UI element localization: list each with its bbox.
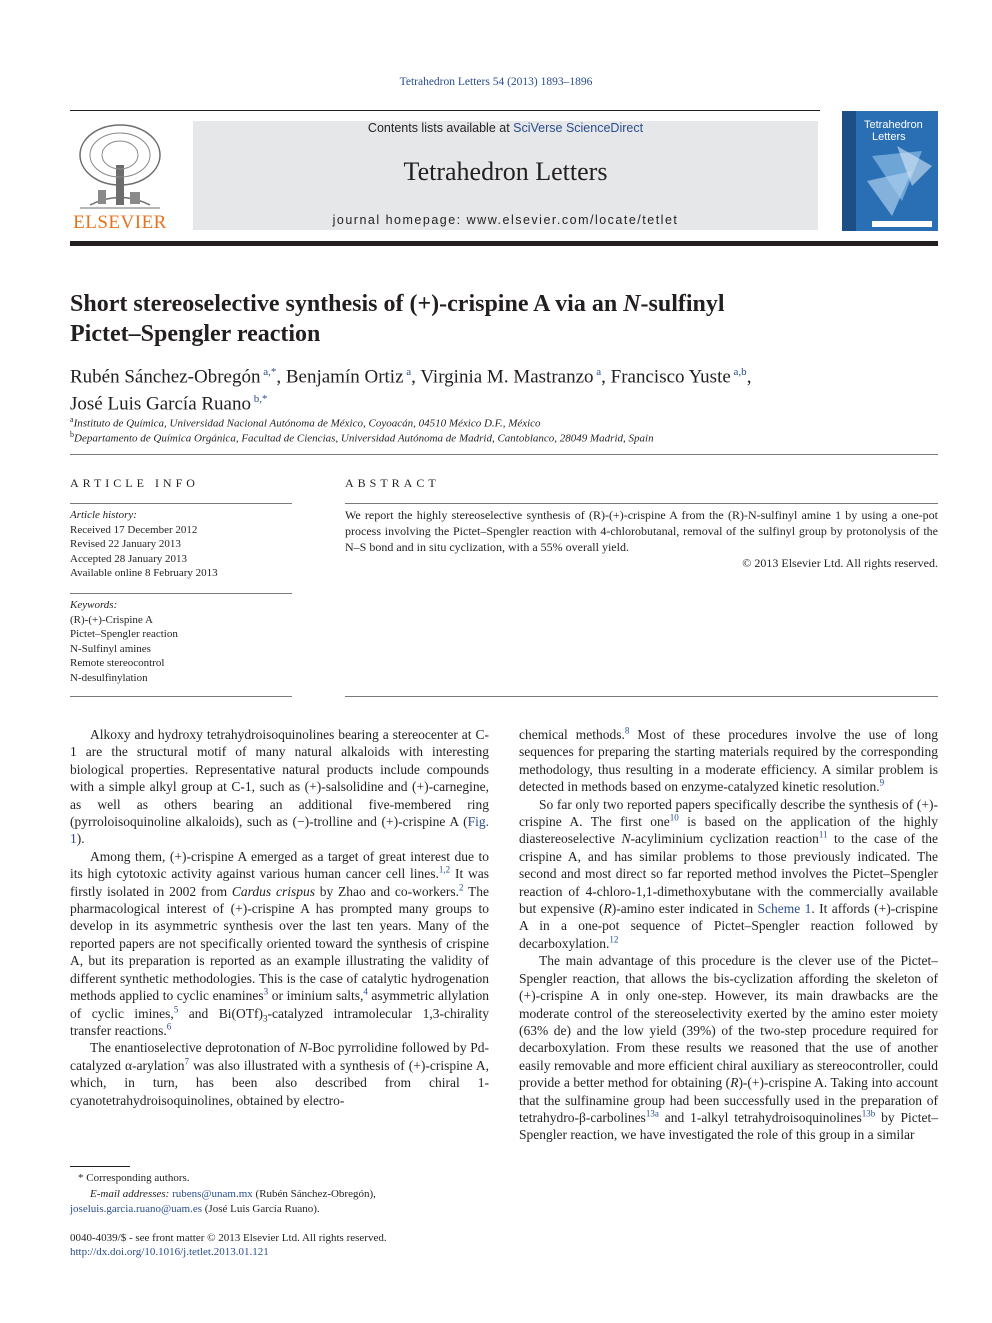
title-italic-n: N: [623, 291, 641, 317]
cover-title-line2: Letters: [872, 131, 906, 143]
body-column-left: [70, 726, 489, 1109]
issn-line: 0040-4039/$ - see front matter © 2013 Elsevier Ltd. All rights reserved.: [70, 1232, 387, 1244]
header-divider: [70, 110, 820, 111]
history-accepted: Accepted 28 January 2013: [70, 552, 187, 565]
author-name: Rubén Sánchez-Obregón: [70, 366, 261, 388]
affiliation-a-text: Instituto de Química, Universidad Nacional Autónoma de México, Coyoacán, 04510 México D.F., México: [73, 417, 541, 430]
author-list: Rubén Sánchez-Obregón $^{a,*}$, Benjamín Ortiz $^a$, Virginia M. Mastranzo $^a$, Francisco Yuste $^{a,b}$, José Luis García Ruano $^{b,*}$: [70, 366, 752, 415]
email-label: E-mail addresses:: [90, 1188, 170, 1200]
email-owner: (Rubén Sánchez-Obregón),: [255, 1188, 376, 1200]
homepage-line: [193, 213, 818, 227]
body-paragraph: Alkoxy and hydroxy tetrahydroisoquinolines bearing a stereocenter at C-1 are the structural motif of many natural alkaloids with interesting biological properties. Representative natural products include compounds with a simple alkyl group at C-1, such as (+)-salsolidine and (+)-carnegine, as well as others bearing an additional five-membered ring (pyrroloisoquinoline alkaloids), such as (−)-trolline and (+)-crispine A (Fig. 1).: [70, 727, 489, 847]
abstract-bottom-rule: [345, 696, 938, 697]
author-name: José Luis García Ruano: [70, 393, 251, 415]
homepage-prefix: journal homepage:: [332, 213, 467, 227]
corresponding-text: Corresponding authors.: [86, 1172, 190, 1184]
body-paragraph: The enantioselective deprotonation of N-Boc pyrrolidine followed by Pd-catalyzed α-arylation$^7$ was also illustrated with a synthesis of (+)-crispine A, which, in turn, has been also described from chiral 1-cyanotetrahydroisoquinolines, obtained by electro-: [70, 1040, 489, 1108]
abstract-copyright: © 2013 Elsevier Ltd. All rights reserved.: [742, 556, 938, 570]
author-affiliation-link[interactable]: a: [596, 366, 602, 378]
keywords: [70, 598, 292, 685]
figure-link[interactable]: Fig. 1: [70, 814, 489, 847]
title-part2: Pictet–Spengler reaction: [70, 321, 321, 347]
keyword-item: Pictet–Spengler reaction: [70, 628, 178, 640]
info-bottom-rule: [70, 696, 292, 697]
contents-line: [193, 121, 818, 135]
keywords-label: Keywords:: [70, 599, 118, 611]
keyword-item: Remote stereocontrol: [70, 657, 165, 669]
keyword-item: (R)-(+)-Crispine A: [70, 613, 153, 626]
doi-link[interactable]: http://dx.doi.org/10.1016/j.tetlet.2013.01.121: [70, 1246, 269, 1258]
author-affiliation-link[interactable]: b,*: [253, 393, 268, 406]
email-owner: (José Luis García Ruano).: [204, 1203, 320, 1215]
history-label: Article history:: [70, 509, 137, 521]
sciencedirect-link[interactable]: SciVerse ScienceDirect: [513, 121, 644, 135]
journal-cover: [842, 111, 938, 231]
abstract-body: [345, 507, 938, 571]
corresponding-footnote: * Corresponding authors.: [78, 1172, 190, 1184]
body-column-right: [519, 726, 938, 1144]
affiliation-rule: [70, 454, 938, 455]
cover-title: [864, 119, 923, 143]
title-part1-end: -sulfinyl: [640, 291, 725, 317]
affiliation-a: [70, 415, 930, 430]
author-name: Francisco Yuste: [610, 366, 731, 388]
journal-title: Tetrahedron Letters: [403, 157, 608, 186]
keywords-rule: [70, 593, 292, 594]
keyword-item: N-Sulfinyl amines: [70, 642, 151, 655]
footnote-rule: [70, 1166, 130, 1167]
title-part1: Short stereoselective synthesis of (+)-crispine A via an: [70, 291, 624, 317]
header-thick-rule: [70, 241, 938, 246]
doi-line: [70, 1245, 490, 1260]
cover-title-line1: Tetrahedron: [864, 119, 923, 131]
affiliation-b: [70, 430, 930, 445]
author-affiliation-link[interactable]: a,b: [733, 366, 747, 378]
article-info-heading: ARTICLE INFO: [70, 476, 199, 490]
email-link[interactable]: joseluis.garcia.ruano@uam.es: [70, 1203, 203, 1215]
email-footnote: [70, 1187, 490, 1217]
elsevier-logo: [70, 120, 170, 232]
history-online: Available online 8 February 2013: [70, 567, 218, 579]
body-paragraph: So far only two reported papers specifically describe the synthesis of (+)-crispine A. The first one$^{10}$ is based on the application of the highly diastereoselective N-acyliminium cyclization reaction$^{11}$ to the case of the crispine A, and has similar problems to those previously indicated. The second and most direct so far reported method involves the Pictet–Spengler reaction of 4-chloro-1,1-dimethoxybutane with the commercially available but expensive (R)-amino ester indicated in Scheme 1. It affords (+)-crispine A in a one-pot sequence of Pictet–Spengler reaction followed by decarboxylation.$^{12}$: [519, 796, 938, 951]
author-affiliation-link[interactable]: a,*: [263, 366, 277, 378]
affiliation-b-label: b: [70, 430, 74, 439]
history-received: Received 17 December 2012: [70, 523, 198, 536]
author-affiliation-link[interactable]: a: [406, 366, 412, 378]
article-title: [70, 289, 930, 349]
email-link[interactable]: rubens@unam.mx: [172, 1188, 253, 1200]
article-history: [70, 508, 292, 581]
author-name: Virginia M. Mastranzo: [420, 366, 594, 388]
body-paragraph: The main advantage of this procedure is the clever use of the Pictet–Spengler reaction, that allows the bis-cyclization affording the skeleton of (+)-crispine A in only one-step. However, its main drawbacks are the moderate control of the stereoselectivity exerted by the amino ester moiety (63% de) and the low yield (39%) of the two-step procedure required for decarboxylation. From these results we reasoned that the use of another easily removable and more efficient chiral auxiliary as stereocontroller, could provide a better method for obtaining (R)-(+)-crispine A. Taking into account that the sulfinamine group had been successfully used in the preparation of tetrahydro-β-carbolines$^{13a}$ and 1-alkyl tetrahydroisoquinolines$^{13b}$ by Pictet–Spengler reaction, we have investigated the role of this group in a similar: [519, 953, 938, 1143]
abstract-text: We report the highly stereoselective synthesis of (R)-(+)-crispine A from the (R)-N-sulfinyl amine 1 by using a one-pot process involving the Pictet–Spengler reaction with 4-chlorobutanal, removal of the sulfinyl group by protonolysis of the N–S bond and in situ cyclization, with a 55% overall yield.: [345, 508, 938, 554]
homepage-url[interactable]: www.elsevier.com/locate/tetlet: [466, 213, 679, 227]
history-revised: Revised 22 January 2013: [70, 538, 181, 550]
author-name: Benjamín Ortiz: [285, 366, 404, 388]
body-paragraph: chemical methods.$^8$ Most of these procedures involve the use of long sequences for preparing the starting materials required by the corresponding methodology, thus resulting in a moderate efficiency. A similar problem is detected in methods based on enzyme-catalyzed kinetic resolution.$^9$: [519, 725, 938, 795]
info-rule: [70, 503, 292, 504]
body-paragraph: Among them, (+)-crispine A emerged as a target of great interest due to its high cytotoxic activity against various human cancer cell lines.$^{1,2}$ It was firstly isolated in 2002 from Cardus crispus by Zhao and co-workers.$^2$ The pharmacological interest of (+)-crispine A has prompted many groups to develop in its asymmetric synthesis over the last ten years. Many of the reported papers are not specifically oriented toward the synthesis of crispine A, but its preparation is reported as an example illustrating the validity of different synthetic methodologies. This is the case of catalytic hydrogenation methods applied to cyclic enamines$^3$ or iminium salts,$^4$ asymmetric allylation of cyclic imines,$^5$ and $Bi(OTf)_3$-catalyzed intramolecular 1,3-chirality transfer reactions.$^6$: [70, 848, 490, 1038]
scheme-link[interactable]: Scheme 1: [757, 901, 812, 917]
abstract-heading: ABSTRACT: [345, 476, 440, 490]
publisher-name: ELSEVIER: [73, 212, 167, 233]
journal-citation[interactable]: Tetrahedron Letters 54 (2013) 1893–1896: [399, 76, 593, 88]
contents-prefix: Contents lists available at: [367, 121, 514, 135]
affiliation-b-text: Departamento de Química Orgánica, Facultad de Ciencias, Universidad Autónoma de Madrid, Cantoblanco, 28049 Madrid, Spain: [74, 432, 654, 445]
affiliation-a-label: a: [70, 415, 74, 424]
keyword-item: N-desulfinylation: [70, 671, 148, 684]
abstract-rule: [345, 503, 938, 504]
